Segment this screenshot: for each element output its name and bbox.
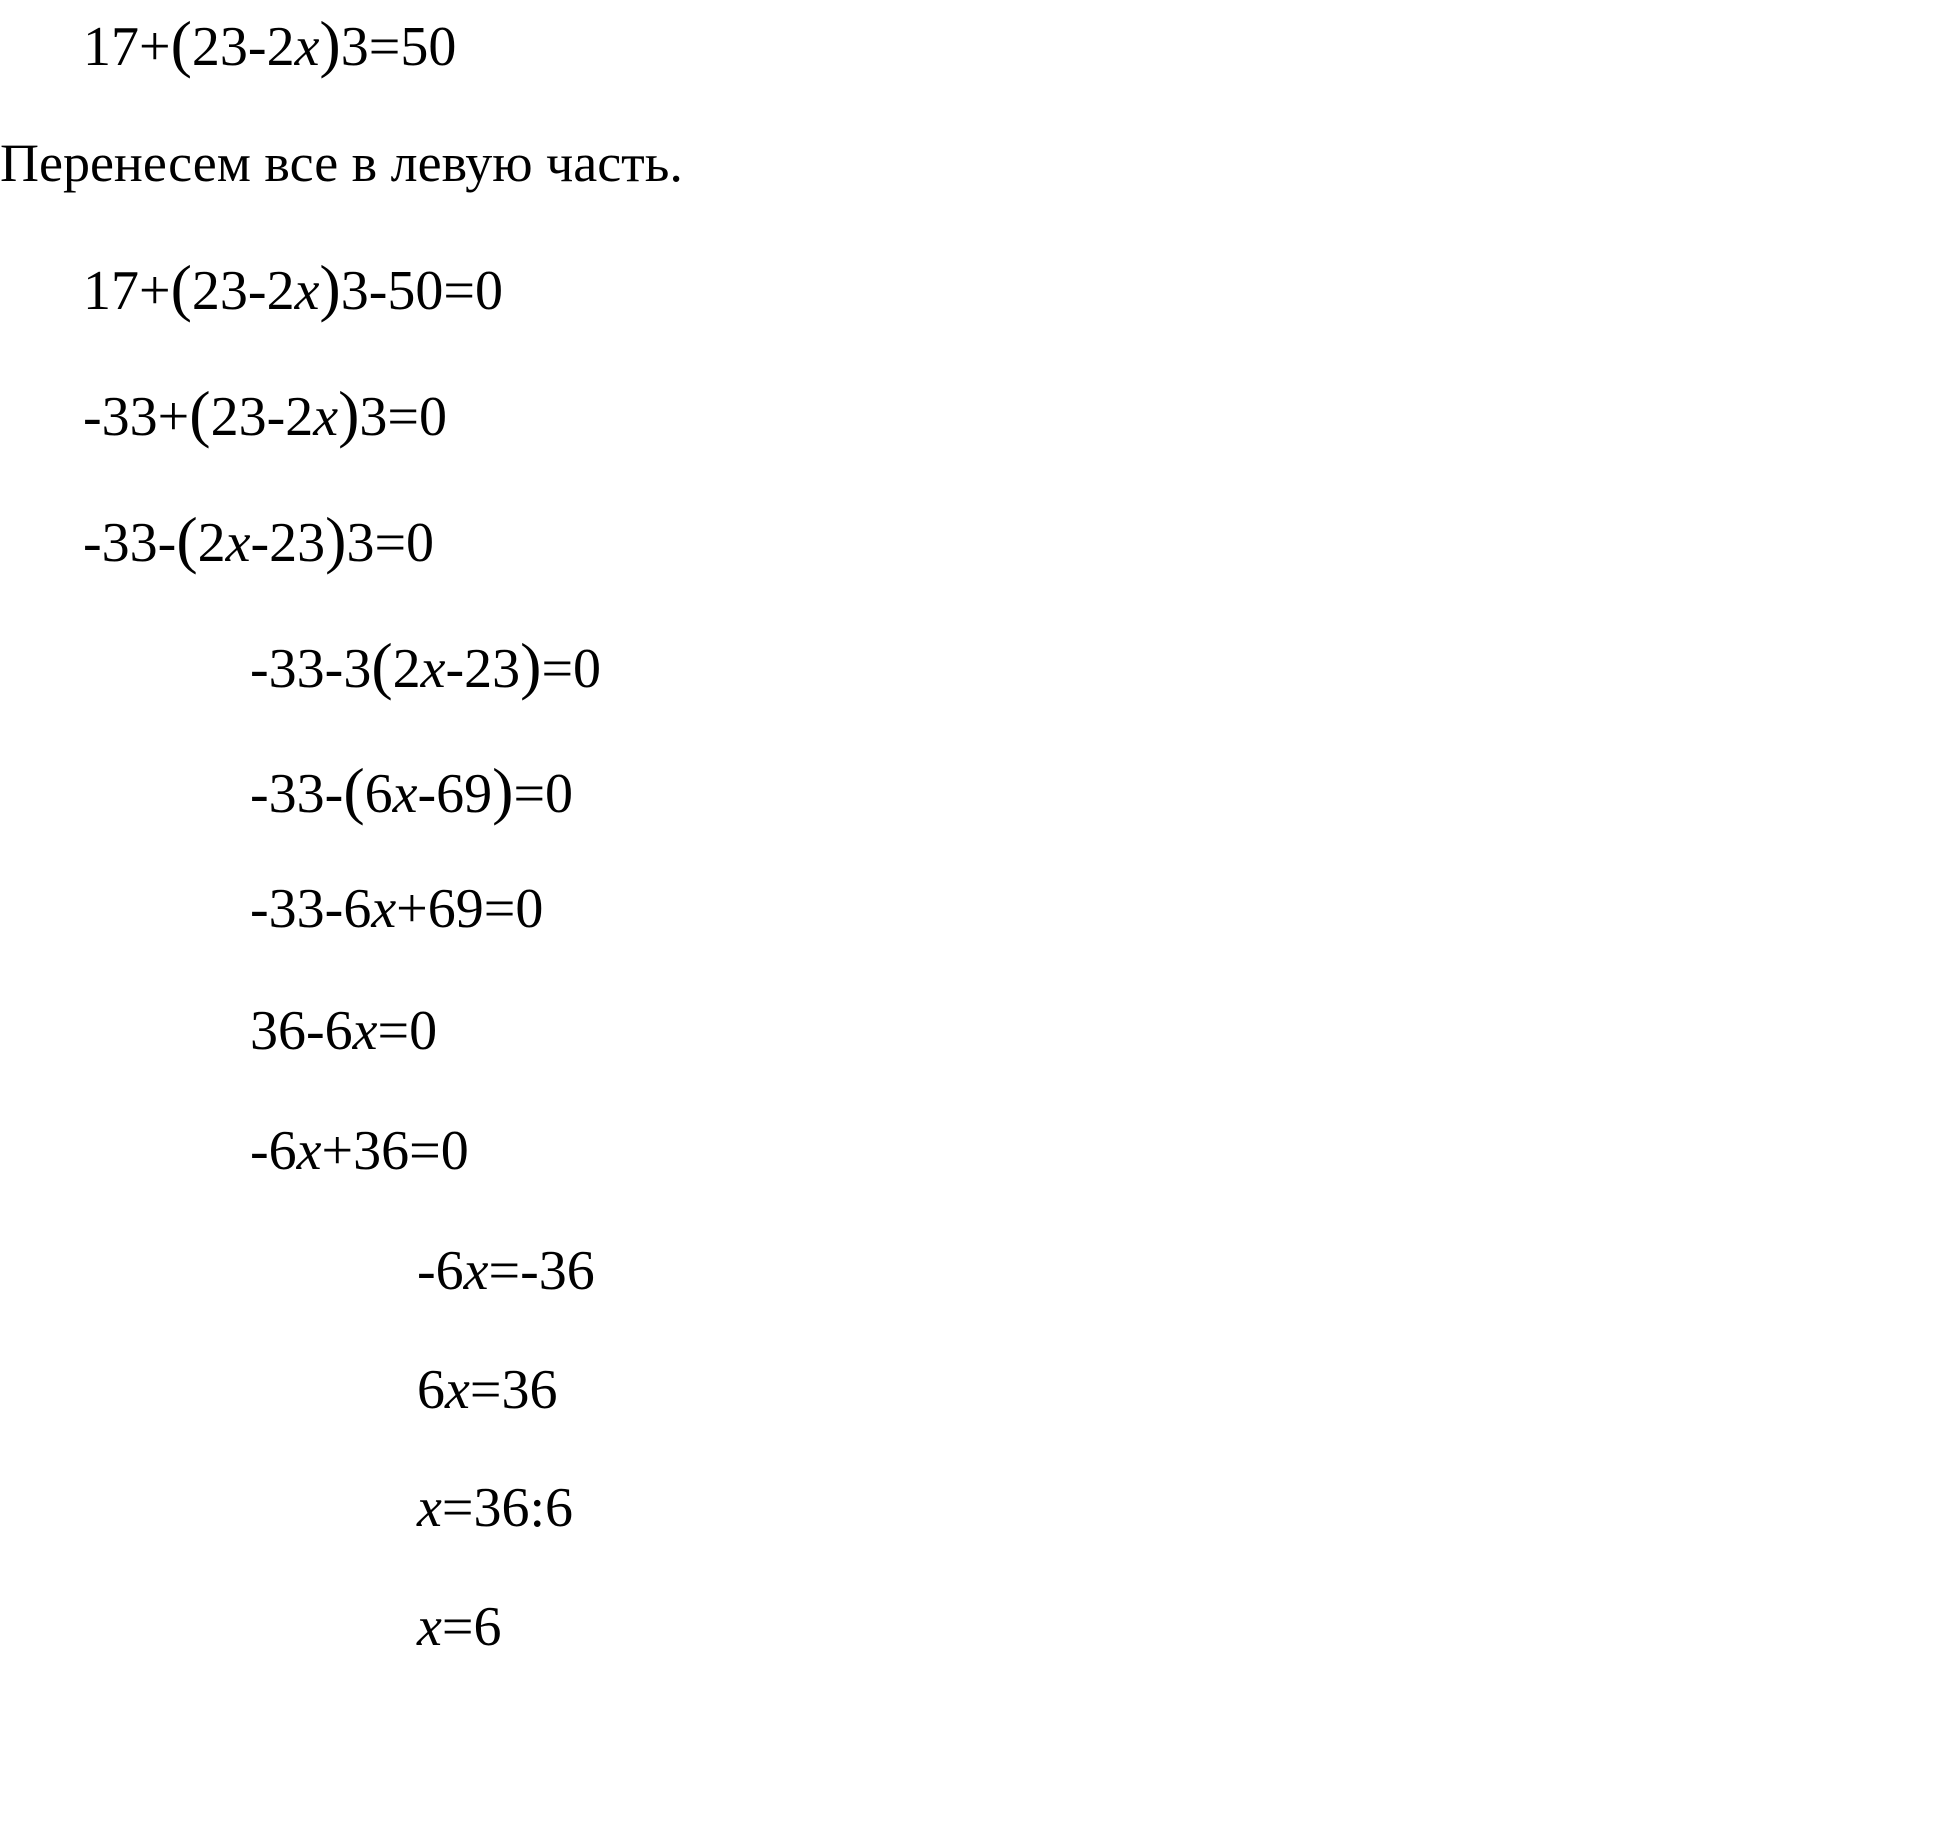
step-text: x=36:6 [417,1477,574,1539]
step-3 [83,504,435,575]
step-text: x=6 [417,1596,502,1658]
step-7 [250,1000,438,1062]
step-text: 17+(23-2x)3-50=0 [83,252,503,323]
step-text: -33-(2x-23)3=0 [83,504,435,575]
step-text: -33-3(2x-23)=0 [250,630,602,701]
step-1 [83,252,503,323]
step-8 [250,1120,469,1182]
step-text: 36-6x=0 [250,1000,438,1062]
step-10 [417,1359,558,1421]
step-12 [417,1596,502,1658]
intro-text: Перенесем все в левую часть. [0,133,683,193]
step-text: -6x=-36 [417,1240,595,1302]
step-text: -33-6x+69=0 [250,878,544,940]
step-5 [250,755,574,826]
step-2 [83,378,447,449]
step-9 [417,1240,595,1302]
step-text: 6x=36 [417,1359,558,1421]
step-text: -33-(6x-69)=0 [250,755,574,826]
step-text: -6x+36=0 [250,1120,469,1182]
step-4 [250,630,602,701]
original-equation [83,8,457,79]
step-text: -33+(23-2x)3=0 [83,378,447,449]
equation-text: 17+(23-2x)3=50 [83,8,457,79]
step-6 [250,878,544,940]
step-11 [417,1477,574,1539]
